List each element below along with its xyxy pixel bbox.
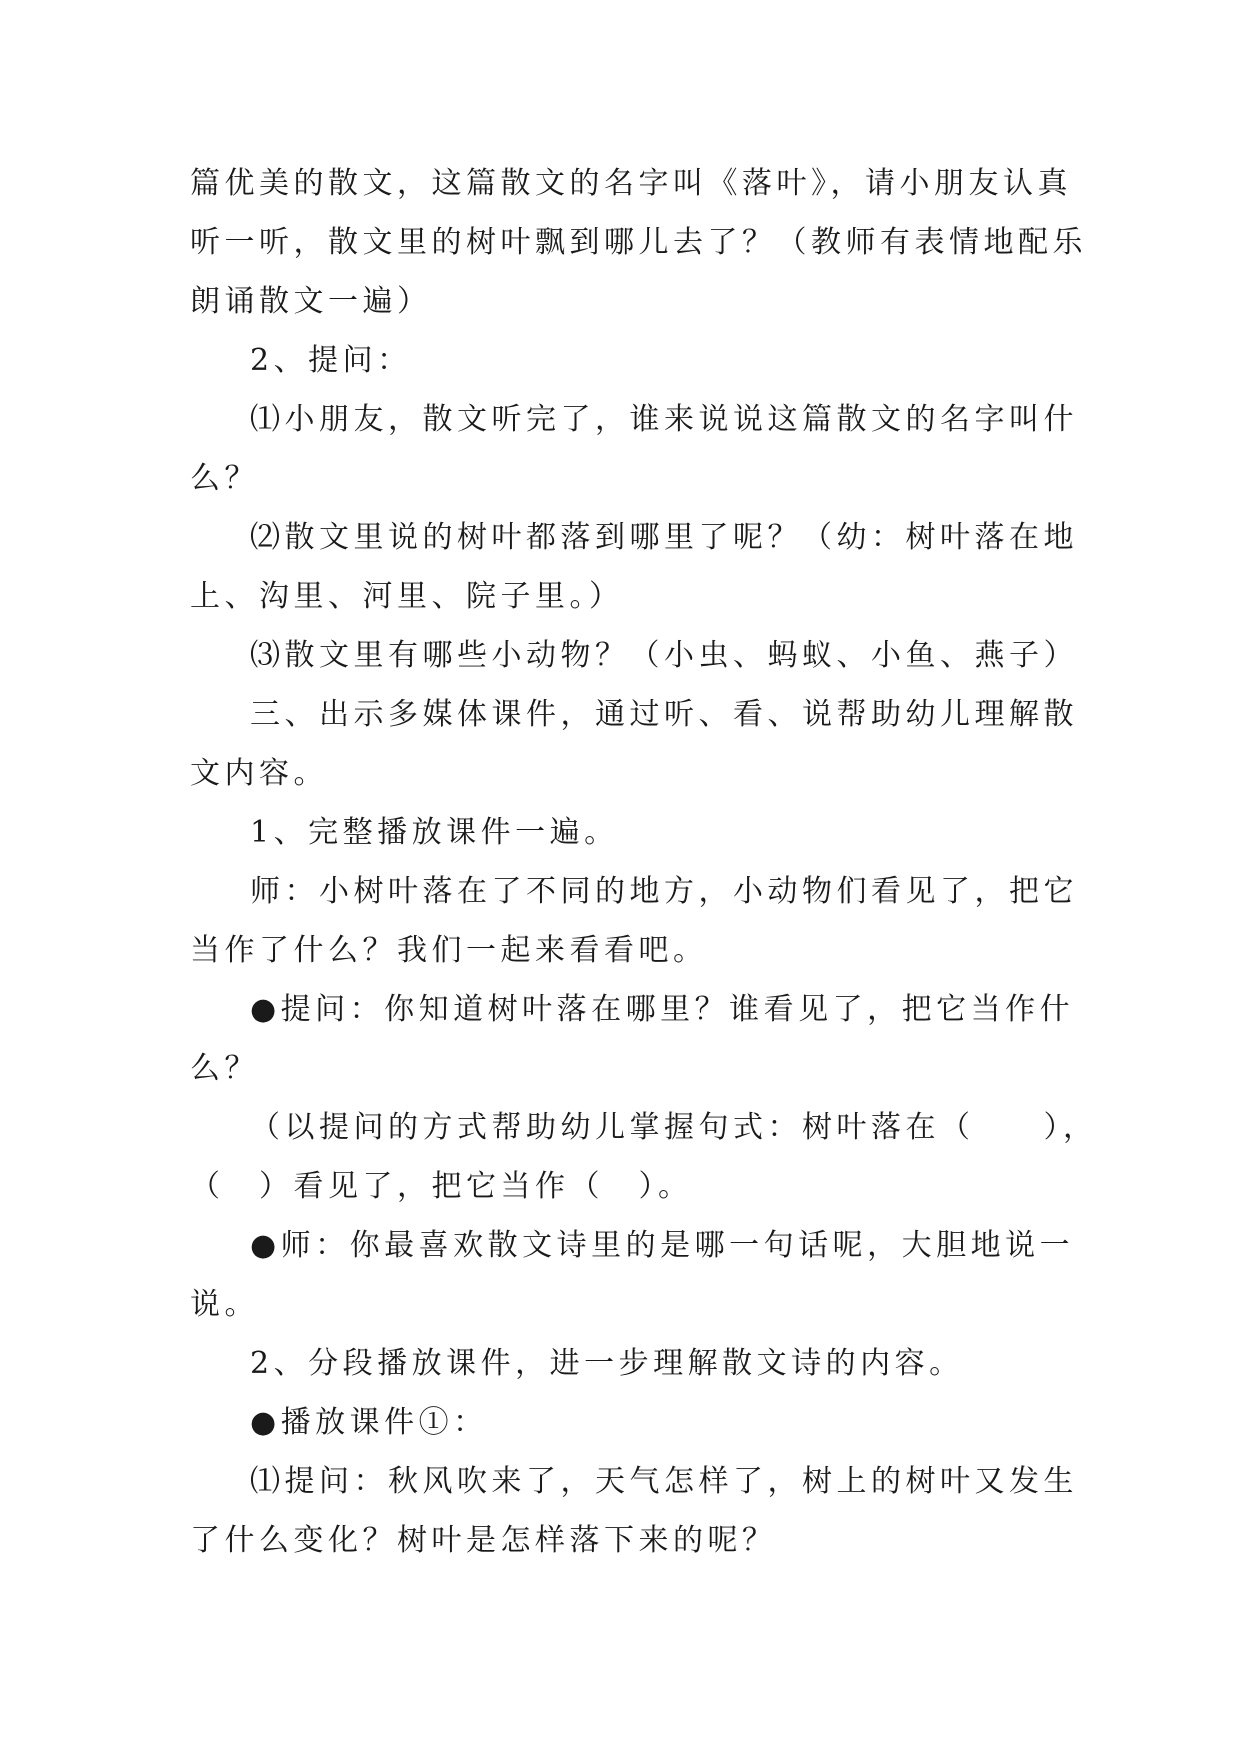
body-text-line: 上、沟里、河里、院子里。）: [190, 579, 624, 614]
body-text-line: 么？: [190, 1051, 259, 1086]
bullet-item: ●师：你最喜欢散文诗里的是哪一句话呢，大胆地说一: [250, 1228, 1075, 1263]
section-heading: 2、提问：: [250, 343, 412, 378]
body-text-line: （以提问的方式帮助幼儿掌握句式：树叶落在（ ），: [250, 1110, 1098, 1145]
body-text-line: （ ）看见了，把它当作（ ）。: [190, 1169, 693, 1204]
body-text-line: 文内容。: [190, 756, 328, 791]
body-text-line: 听一听，散文里的树叶飘到哪儿去了？（教师有表情地配乐: [190, 225, 1087, 260]
question-item: ⑵散文里说的树叶都落到哪里了呢？（幼：树叶落在地: [250, 520, 1078, 555]
body-text-line: 师：小树叶落在了不同的地方，小动物们看见了，把它: [250, 874, 1078, 909]
body-text-line: 了什么变化？树叶是怎样落下来的呢？: [190, 1523, 777, 1558]
body-text-line: 说。: [190, 1287, 259, 1322]
body-text-line: 篇优美的散文，这篇散文的名字叫《落叶》，请小朋友认真: [190, 166, 1072, 201]
body-text-line: 朗诵散文一遍）: [190, 284, 432, 319]
bullet-item: ●提问：你知道树叶落在哪里？谁看见了，把它当作什: [250, 992, 1075, 1027]
body-text-line: 么？: [190, 461, 259, 496]
question-item: ⑴提问：秋风吹来了，天气怎样了，树上的树叶又发生: [250, 1464, 1078, 1499]
body-text-line: 当作了什么？我们一起来看看吧。: [190, 933, 708, 968]
question-item: ⑶散文里有哪些小动物？（小虫、蚂蚁、小鱼、燕子）: [250, 638, 1078, 673]
bullet-item: ●播放课件①：: [250, 1405, 488, 1440]
question-item: ⑴小朋友，散文听完了，谁来说说这篇散文的名字叫什: [250, 402, 1078, 437]
step-heading: 1、完整播放课件一遍。: [250, 815, 619, 850]
step-heading: 2、分段播放课件，进一步理解散文诗的内容。: [250, 1346, 964, 1381]
section-heading: 三、出示多媒体课件，通过听、看、说帮助幼儿理解散: [250, 697, 1078, 732]
